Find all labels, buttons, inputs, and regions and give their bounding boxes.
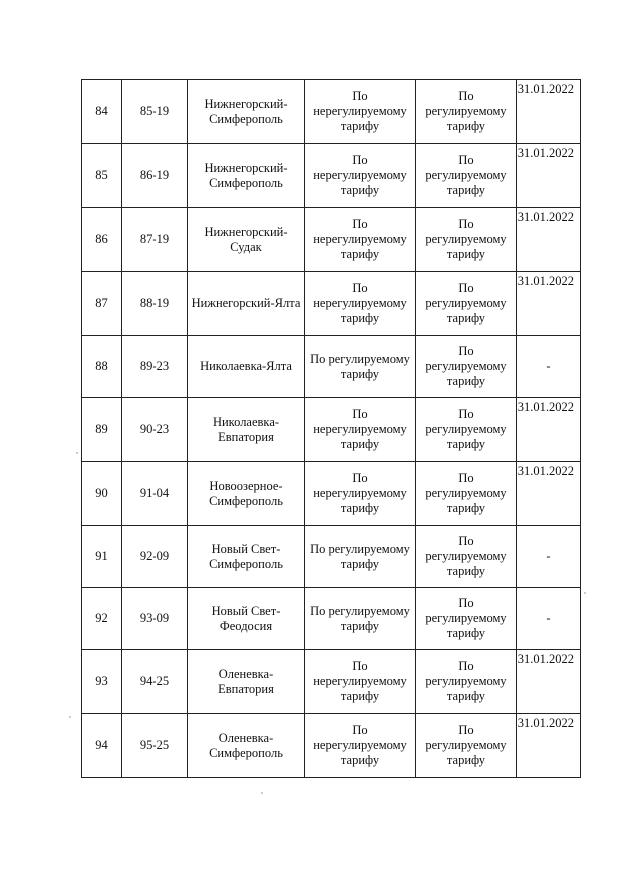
route-code-cell <box>122 588 188 650</box>
table-row <box>82 272 581 336</box>
route-code: 85-19 <box>139 104 170 118</box>
routes-table-body <box>82 80 581 778</box>
route-name-cell <box>188 588 305 650</box>
table-row <box>82 714 581 778</box>
scan-speck <box>76 452 78 454</box>
route-name: Николаевка- Евпатория <box>212 414 280 444</box>
route-code: 91-04 <box>139 486 170 500</box>
route-code-cell <box>122 526 188 588</box>
tariff-type: По регулируемому тарифу <box>310 603 410 633</box>
row-number: 85 <box>95 168 108 182</box>
row-number: 86 <box>95 232 108 246</box>
tariff-type: По нерегулируемому тарифу <box>313 723 407 767</box>
route-code: 93-09 <box>139 611 170 625</box>
tariff-type-new-cell <box>416 336 517 398</box>
row-number: 92 <box>95 611 108 625</box>
tariff-type-cell <box>305 650 416 714</box>
row-number-cell <box>82 208 122 272</box>
row-number-cell <box>82 80 122 144</box>
row-number-cell <box>82 336 122 398</box>
route-name: Оленевка- Симферополь <box>209 730 283 760</box>
tariff-type-cell <box>305 462 416 526</box>
table-row <box>82 398 581 462</box>
change-date-cell <box>517 144 581 208</box>
route-name-cell <box>188 714 305 778</box>
row-number-cell <box>82 272 122 336</box>
tariff-type-new-cell <box>416 714 517 778</box>
route-name: Новоозерное- Симферополь <box>209 478 283 508</box>
row-number: 90 <box>95 486 108 500</box>
tariff-type-new-cell <box>416 526 517 588</box>
change-date-cell <box>517 526 581 588</box>
route-name: Оленевка-Евпатория <box>218 666 274 696</box>
scan-speck <box>69 716 71 718</box>
change-date-cell <box>517 272 581 336</box>
change-date-cell <box>517 80 581 144</box>
route-code-cell <box>122 462 188 526</box>
route-code-cell <box>122 208 188 272</box>
tariff-type: По нерегулируемому тарифу <box>313 153 407 197</box>
routes-table <box>81 79 581 778</box>
table-row <box>82 650 581 714</box>
change-date-cell <box>517 336 581 398</box>
change-date: 31.01.2022 <box>517 82 574 96</box>
row-number-cell <box>82 588 122 650</box>
change-date: 31.01.2022 <box>517 716 574 730</box>
tariff-type-new: По регулируемому тарифу <box>425 89 507 133</box>
tariff-type: По нерегулируемому тарифу <box>313 471 407 515</box>
table-row <box>82 144 581 208</box>
route-code: 86-19 <box>139 168 170 182</box>
tariff-type: По нерегулируемому тарифу <box>313 659 407 703</box>
tariff-type-cell <box>305 588 416 650</box>
row-number: 84 <box>95 104 108 118</box>
tariff-type: По регулируемому тарифу <box>310 541 410 571</box>
tariff-type: По нерегулируемому тарифу <box>313 217 407 261</box>
change-date: 31.01.2022 <box>517 464 574 478</box>
row-number-cell <box>82 650 122 714</box>
table-row <box>82 208 581 272</box>
route-code: 90-23 <box>139 422 170 436</box>
route-name-cell <box>188 398 305 462</box>
tariff-type-new: По регулируемому тарифу <box>425 723 507 767</box>
route-code-cell <box>122 272 188 336</box>
change-date: 31.01.2022 <box>517 400 574 414</box>
tariff-type-new: По регулируемому тарифу <box>425 534 507 578</box>
route-name-cell <box>188 526 305 588</box>
route-name: Новый Свет- Феодосия <box>211 603 281 633</box>
tariff-type-new-cell <box>416 208 517 272</box>
route-name-cell <box>188 144 305 208</box>
route-name-cell <box>188 208 305 272</box>
tariff-type: По регулируемому тарифу <box>310 351 410 381</box>
tariff-type-new: По регулируемому тарифу <box>425 596 507 640</box>
route-name-cell <box>188 462 305 526</box>
row-number: 89 <box>95 422 108 436</box>
route-code: 88-19 <box>139 296 170 310</box>
tariff-type-new-cell <box>416 462 517 526</box>
table-row <box>82 80 581 144</box>
table-row <box>82 462 581 526</box>
tariff-type-new: По регулируемому тарифу <box>425 344 507 388</box>
route-code: 94-25 <box>139 674 170 688</box>
change-date-cell <box>517 462 581 526</box>
route-code-cell <box>122 714 188 778</box>
row-number-cell <box>82 144 122 208</box>
table-row <box>82 588 581 650</box>
tariff-type-new-cell <box>416 144 517 208</box>
change-date-cell <box>517 714 581 778</box>
table-row <box>82 336 581 398</box>
tariff-type-new-cell <box>416 272 517 336</box>
route-name-cell <box>188 272 305 336</box>
route-name-cell <box>188 650 305 714</box>
route-name: Новый Свет- Симферополь <box>209 541 283 571</box>
route-name: Нижнегорский-Ялта <box>191 296 301 310</box>
tariff-type-new: По регулируемому тарифу <box>425 153 507 197</box>
tariff-type-cell <box>305 336 416 398</box>
route-code-cell <box>122 80 188 144</box>
route-code: 95-25 <box>139 738 170 752</box>
route-name-cell <box>188 80 305 144</box>
table-row <box>82 526 581 588</box>
scan-speck <box>584 592 586 594</box>
tariff-type-cell <box>305 526 416 588</box>
tariff-type-new-cell <box>416 80 517 144</box>
route-name: Нижнегорский-Судак <box>204 224 288 254</box>
route-name: Николаевка-Ялта <box>200 359 292 373</box>
change-date-cell <box>517 650 581 714</box>
change-date: - <box>546 359 551 373</box>
tariff-type-cell <box>305 80 416 144</box>
tariff-type-new-cell <box>416 650 517 714</box>
route-name-cell <box>188 336 305 398</box>
route-name: Нижнегорский- Симферополь <box>204 96 288 126</box>
row-number-cell <box>82 526 122 588</box>
change-date: - <box>546 611 551 625</box>
route-name: Нижнегорский- Симферополь <box>204 160 288 190</box>
change-date: 31.01.2022 <box>517 210 574 224</box>
change-date: 31.01.2022 <box>517 652 574 666</box>
row-number: 91 <box>95 549 108 563</box>
tariff-type-new-cell <box>416 398 517 462</box>
change-date-cell <box>517 208 581 272</box>
tariff-type-cell <box>305 144 416 208</box>
tariff-type-cell <box>305 272 416 336</box>
tariff-type: По нерегулируемому тарифу <box>313 89 407 133</box>
route-code: 92-09 <box>139 549 170 563</box>
change-date: 31.01.2022 <box>517 274 574 288</box>
route-code-cell <box>122 650 188 714</box>
route-code: 87-19 <box>139 232 170 246</box>
tariff-type-new: По регулируемому тарифу <box>425 659 507 703</box>
change-date: 31.01.2022 <box>517 146 574 160</box>
tariff-type-cell <box>305 714 416 778</box>
tariff-type-new: По регулируемому тарифу <box>425 281 507 325</box>
tariff-type-cell <box>305 208 416 272</box>
tariff-type-new: По регулируемому тарифу <box>425 217 507 261</box>
change-date: - <box>546 549 551 563</box>
row-number: 88 <box>95 359 108 373</box>
row-number: 87 <box>95 296 108 310</box>
tariff-type-new: По регулируемому тарифу <box>425 407 507 451</box>
row-number-cell <box>82 398 122 462</box>
route-code-cell <box>122 398 188 462</box>
tariff-type: По нерегулируемому тарифу <box>313 407 407 451</box>
row-number-cell <box>82 714 122 778</box>
tariff-type-cell <box>305 398 416 462</box>
route-code-cell <box>122 144 188 208</box>
scan-speck <box>261 792 263 794</box>
tariff-type-new: По регулируемому тарифу <box>425 471 507 515</box>
route-code-cell <box>122 336 188 398</box>
route-code: 89-23 <box>139 359 170 373</box>
change-date-cell <box>517 398 581 462</box>
row-number-cell <box>82 462 122 526</box>
row-number: 94 <box>95 738 108 752</box>
tariff-type: По нерегулируемому тарифу <box>313 281 407 325</box>
tariff-type-new-cell <box>416 588 517 650</box>
row-number: 93 <box>95 674 108 688</box>
change-date-cell <box>517 588 581 650</box>
